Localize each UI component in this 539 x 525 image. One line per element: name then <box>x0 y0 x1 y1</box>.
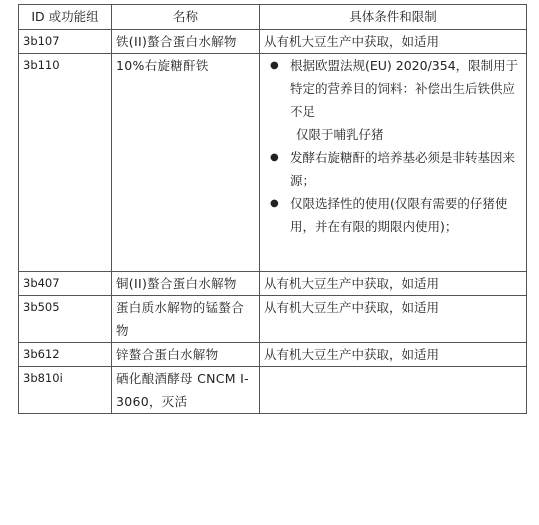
row-id: 3b407 <box>19 272 112 296</box>
table-row <box>19 30 527 54</box>
row-condition <box>260 367 527 414</box>
table-row <box>19 296 527 343</box>
header-row <box>19 5 527 30</box>
condition-bullet-note: 仅限于哺乳仔猪 <box>296 127 384 142</box>
row-id: 3b612 <box>19 343 112 367</box>
additives-table <box>18 4 527 414</box>
row-name: 硒化酿酒酵母 CNCM I-3060，灭活 <box>112 367 260 414</box>
table-row <box>19 343 527 367</box>
condition-bullet-text: 仅限选择性的使用(仅限有需要的仔猪使用，并在有限的期限内使用)； <box>290 196 508 234</box>
condition-bullet-text: 发酵右旋糖酐的培养基必须是非转基因来源； <box>290 150 516 188</box>
row-name: 蛋白质水解物的锰螯合物 <box>112 296 260 343</box>
table-row <box>19 54 527 272</box>
row-condition: 从有机大豆生产中获取，如适用 <box>260 272 527 296</box>
bullet-icon: ● <box>270 198 279 209</box>
row-id: 3b810i <box>19 367 112 414</box>
row-condition: 从有机大豆生产中获取，如适用 <box>260 30 527 54</box>
row-condition: 从有机大豆生产中获取，如适用 <box>260 343 527 367</box>
row-id: 3b505 <box>19 296 112 343</box>
bullet-icon: ● <box>270 60 279 71</box>
header-id: ID 或功能组 <box>19 5 112 30</box>
row-name: 锌螯合蛋白水解物 <box>112 343 260 367</box>
row-name: 铁(II)螯合蛋白水解物 <box>112 30 260 54</box>
condition-bullet-item <box>264 192 522 238</box>
header-conditions: 具体条件和限制 <box>260 5 527 30</box>
condition-bullet-list <box>264 54 522 238</box>
table-row <box>19 367 527 414</box>
row-name: 10%右旋糖酐铁 <box>112 54 260 272</box>
condition-bullet-item <box>264 54 522 146</box>
condition-bullet-item <box>264 146 522 192</box>
bullet-icon: ● <box>270 152 279 163</box>
header-name: 名称 <box>112 5 260 30</box>
row-id: 3b107 <box>19 30 112 54</box>
row-id: 3b110 <box>19 54 112 272</box>
table-row <box>19 272 527 296</box>
condition-bullet-text: 根据欧盟法规(EU) 2020/354，限制用于特定的营养目的饲料：补偿出生后铁供应不足 <box>290 58 519 119</box>
row-condition-list <box>260 54 527 272</box>
row-name: 铜(II)螯合蛋白水解物 <box>112 272 260 296</box>
row-condition: 从有机大豆生产中获取，如适用 <box>260 296 527 343</box>
